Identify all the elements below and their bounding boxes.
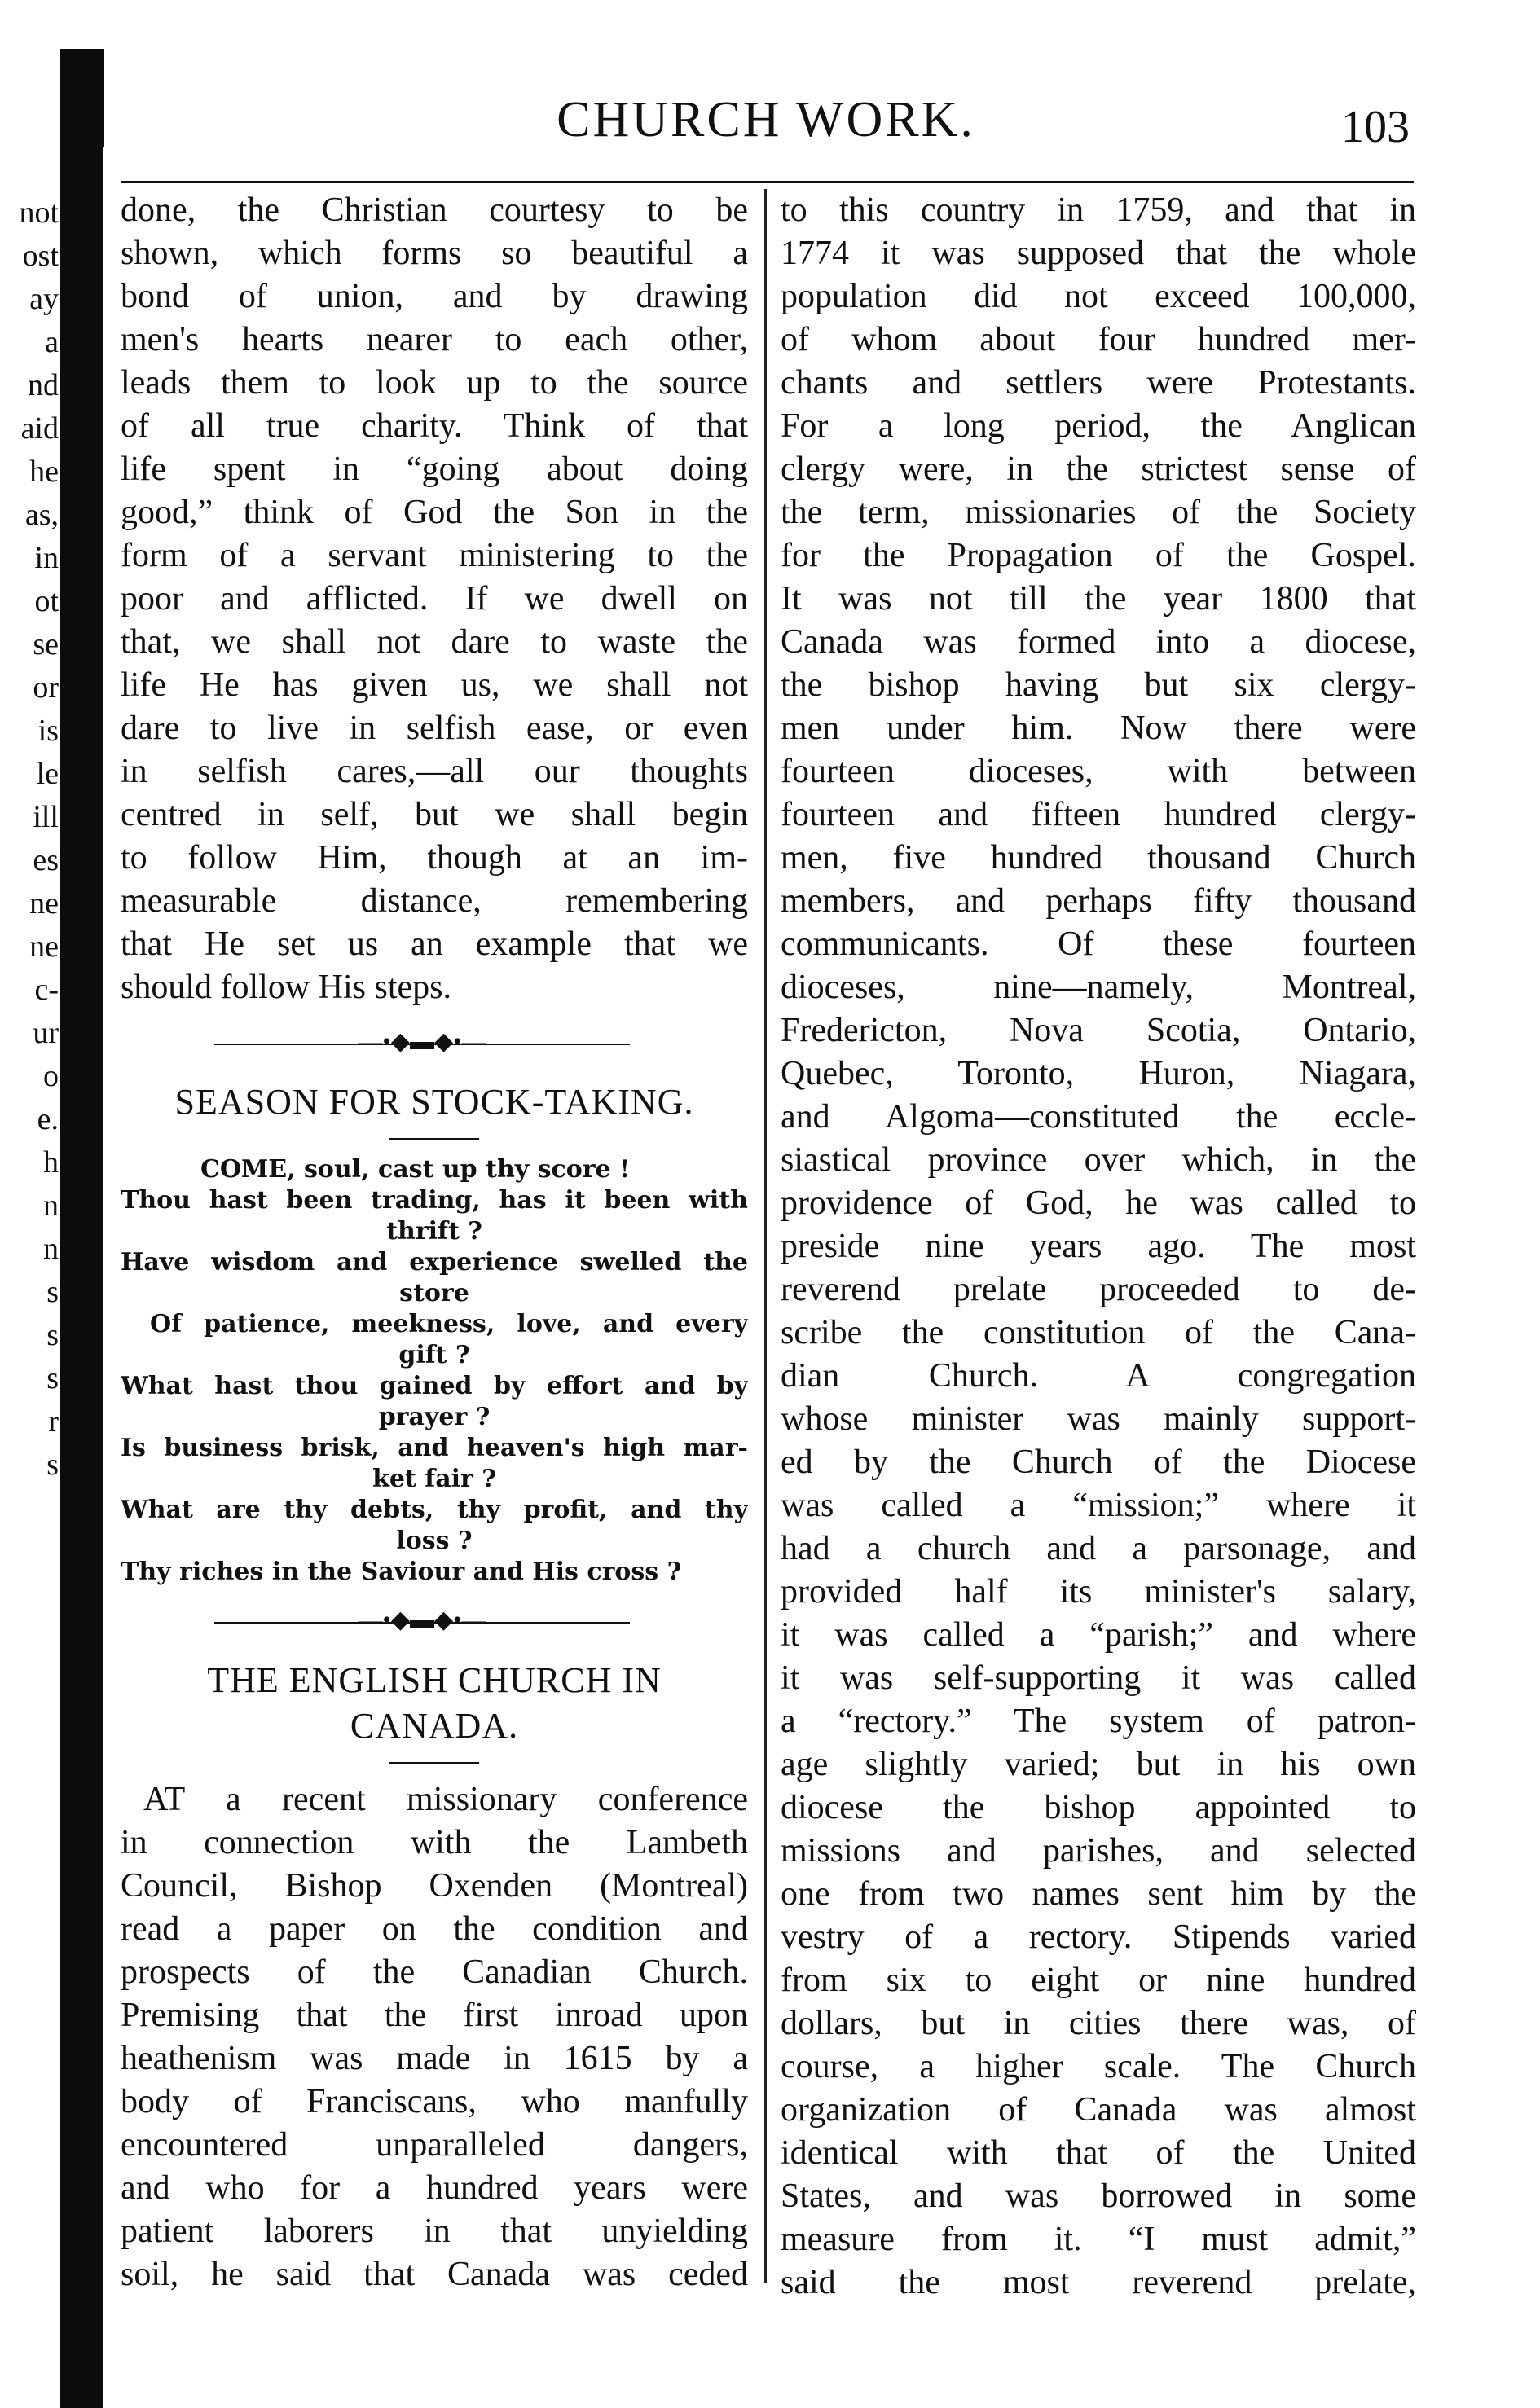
text-line: the term, missionaries of the Society — [781, 494, 1416, 531]
text-line: men under him. Now there were — [781, 710, 1416, 747]
edge-fragment: or — [33, 670, 59, 705]
text-line: of whom about four hundred mer- — [781, 321, 1416, 358]
text-line: life He has given us, we shall not — [121, 666, 748, 704]
text-line: organization of Canada was almost — [781, 2091, 1416, 2129]
edge-fragment: as, — [24, 498, 59, 532]
text-line: one from two names sent him by the — [781, 1875, 1416, 1913]
text-line: For a long period, the Anglican — [781, 407, 1416, 445]
edge-fragment: is — [37, 714, 59, 748]
edge-fragment: a — [45, 325, 59, 359]
edge-fragment: ur — [33, 1016, 59, 1050]
text-line: had a church and a parsonage, and — [781, 1530, 1416, 1567]
edge-fragment: s — [46, 1448, 59, 1482]
edge-fragment: he — [29, 455, 59, 489]
text-line: good,” think of God the Son in the — [121, 494, 748, 531]
text-line: in connection with the Lambeth — [121, 1824, 748, 1861]
text-line: ed by the Church of the Diocese — [781, 1443, 1416, 1481]
text-line: communicants. Of these fourteen — [781, 925, 1416, 963]
edge-fragment: ot — [34, 584, 59, 618]
edge-fragment: se — [33, 627, 59, 661]
edge-fragment: s — [46, 1361, 59, 1395]
poem-title: SEASON FOR STOCK-TAKING. — [174, 1082, 694, 1122]
header-rule — [121, 181, 1414, 183]
text-line: providence of God, he was called to — [781, 1184, 1416, 1222]
ornament-glyph: —•◆▬◆•— — [358, 1606, 486, 1633]
edge-fragment: nd — [28, 368, 59, 402]
edge-fragment: not — [19, 196, 59, 230]
poem — [121, 1154, 748, 1588]
text-line: 1774 it was supposed that the whole — [781, 235, 1416, 272]
edge-fragment: ay — [29, 282, 59, 316]
text-line: from six to eight or nine hundred — [781, 1962, 1416, 1999]
text-line: said the most reverend prelate, — [781, 2264, 1416, 2301]
edge-fragment: e. — [37, 1102, 59, 1136]
binding-gutter-shadow — [60, 49, 103, 2408]
article-title-line: CANADA. — [350, 1706, 519, 1746]
page-number: 103 — [1341, 102, 1410, 152]
text-line: vestry of a rectory. Stipends varied — [781, 1918, 1416, 1956]
text-line: that He set us an example that we — [121, 925, 748, 963]
text-line: it was called a “parish;” and where — [781, 1616, 1416, 1654]
edge-fragment: r — [48, 1404, 59, 1439]
text-line: fourteen dioceses, with between — [781, 753, 1416, 790]
text-line: heathenism was made in 1615 by a — [121, 2040, 748, 2077]
text-line: missions and parishes, and selected — [781, 1832, 1416, 1870]
poem-line: What are thy debts, thy profit, and thy — [121, 1496, 748, 1524]
text-line: to follow Him, though at an im- — [121, 839, 748, 877]
text-line: the bishop having but six clergy- — [781, 666, 1416, 704]
poem-line: Of patience, meekness, love, and every — [150, 1310, 748, 1338]
text-line: provided half its minister's salary, — [781, 1573, 1416, 1610]
text-line: Quebec, Toronto, Huron, Niagara, — [781, 1055, 1416, 1092]
edge-fragment: ne — [29, 886, 59, 921]
text-line: dollars, but in cities there was, of — [781, 2005, 1416, 2042]
text-line: body of Franciscans, who manfully — [121, 2083, 748, 2120]
text-line: scribe the constitution of the Cana- — [781, 1314, 1416, 1351]
column-divider — [764, 189, 767, 2283]
edge-fragment: ill — [33, 800, 59, 834]
text-line: age slightly varied; but in his own — [781, 1746, 1416, 1783]
text-line: preside nine years ago. The most — [781, 1228, 1416, 1265]
text-line: Canada was formed into a diocese, — [781, 623, 1416, 661]
text-line: population did not exceed 100,000, — [781, 278, 1416, 315]
left-column — [121, 189, 748, 2296]
poem-line: ket fair ? — [372, 1465, 496, 1493]
section-ornament — [121, 1588, 748, 1658]
text-line: men, five hundred thousand Church — [781, 839, 1416, 877]
text-line: bond of union, and by drawing — [121, 278, 748, 315]
text-line: course, a higher scale. The Church — [781, 2048, 1416, 2085]
text-line: Fredericton, Nova Scotia, Ontario, — [781, 1012, 1416, 1049]
edge-fragment: s — [46, 1275, 59, 1309]
text-line: of all true charity. Think of that — [121, 407, 748, 445]
text-line: measurable distance, remembering — [121, 882, 748, 920]
edge-fragment: le — [36, 757, 59, 791]
text-line: Premising that the first inroad upon — [121, 1997, 748, 2034]
edge-fragment: c- — [34, 973, 59, 1007]
edge-fragment: s — [46, 1318, 59, 1352]
text-line: form of a servant ministering to the — [121, 537, 748, 574]
edge-fragment: es — [33, 843, 59, 877]
text-line: in selfish cares,—all our thoughts — [121, 753, 748, 790]
text-line: and who for a hundred years were — [121, 2169, 748, 2207]
article-title-line: THE ENGLISH CHURCH IN — [207, 1660, 662, 1700]
poem-line: Is business brisk, and heaven's high mar- — [121, 1434, 748, 1462]
text-line: AT a recent missionary conference — [143, 1781, 748, 1818]
poem-line: COME, soul, cast up thy score ! — [200, 1155, 631, 1184]
edge-fragment: n — [43, 1232, 59, 1266]
poem-line: thrift ? — [386, 1217, 482, 1246]
text-line: dare to live in selfish ease, or even — [121, 710, 748, 747]
text-line: measure from it. “I must admit,” — [781, 2221, 1416, 2258]
text-line: done, the Christian courtesy to be — [121, 191, 748, 229]
text-line: diocese the bishop appointed to — [781, 1789, 1416, 1826]
binding-gutter-top — [65, 49, 104, 147]
text-line: poor and afflicted. If we dwell on — [121, 580, 748, 617]
text-line: read a paper on the condition and — [121, 1910, 748, 1948]
text-line: dian Church. A congregation — [781, 1357, 1416, 1395]
text-line: should follow His steps. — [121, 969, 452, 1006]
text-line: reverend prelate proceeded to de- — [781, 1271, 1416, 1308]
right-column — [781, 189, 1416, 2305]
text-line: States, and was borrowed in some — [781, 2177, 1416, 2215]
text-line: members, and perhaps fifty thousand — [781, 882, 1416, 920]
poem-line: Have wisdom and experience swelled the — [121, 1248, 748, 1277]
poem-line: loss ? — [396, 1527, 473, 1555]
text-line: clergy were, in the strictest sense of — [781, 450, 1416, 488]
edge-fragment: h — [43, 1145, 59, 1180]
text-line: men's hearts nearer to each other, — [121, 321, 748, 358]
text-line: identical with that of the United — [781, 2134, 1416, 2172]
text-line: a “rectory.” The system of patron- — [781, 1703, 1416, 1740]
poem-line: store — [399, 1279, 469, 1307]
text-line: to this country in 1759, and that in — [781, 191, 1416, 229]
text-line: and Algoma—constituted the eccle- — [781, 1098, 1416, 1136]
text-line: siastical province over which, in the — [781, 1141, 1416, 1179]
section-ornament — [121, 1009, 748, 1079]
text-line: was called a “mission;” where it — [781, 1487, 1416, 1524]
text-line: centred in self, but we shall begin — [121, 796, 748, 833]
text-line: whose minister was mainly support- — [781, 1400, 1416, 1438]
edge-fragment: n — [43, 1189, 59, 1223]
text-line: it was self-supporting it was called — [781, 1659, 1416, 1697]
text-line: life spent in “going about doing — [121, 450, 748, 488]
text-line: chants and settlers were Protestants. — [781, 364, 1416, 402]
edge-fragment: ost — [22, 239, 59, 273]
text-line: It was not till the year 1800 that — [781, 580, 1416, 617]
edge-fragment: aid — [20, 411, 59, 446]
ornament-glyph: —•◆▬◆•— — [358, 1028, 486, 1055]
facing-page-edge-fragments — [8, 191, 59, 1487]
poem-line: Thou hast been trading, has it been with — [121, 1186, 748, 1215]
text-line: for the Propagation of the Gospel. — [781, 537, 1416, 574]
poem-line: Thy riches in the Saviour and His cross ? — [121, 1558, 682, 1586]
text-line: shown, which forms so beautiful a — [121, 235, 748, 272]
text-line: encountered unparalleled dangers, — [121, 2126, 748, 2164]
title-rule — [389, 1138, 479, 1140]
text-line: dioceses, nine—namely, Montreal, — [781, 969, 1416, 1006]
poem-line: What hast thou gained by effort and by — [121, 1372, 748, 1400]
text-line: Council, Bishop Oxenden (Montreal) — [121, 1867, 748, 1905]
edge-fragment: in — [34, 541, 59, 575]
text-line: soil, he said that Canada was ceded — [121, 2256, 748, 2293]
title-rule — [389, 1762, 479, 1764]
text-line: that, we shall not dare to waste the — [121, 623, 748, 661]
text-line: prospects of the Canadian Church. — [121, 1953, 748, 1991]
poem-line: prayer ? — [378, 1403, 491, 1431]
text-line: patient laborers in that unyielding — [121, 2212, 748, 2250]
text-line: leads them to look up to the source — [121, 364, 748, 402]
poem-line: gift ? — [398, 1341, 470, 1369]
text-line: fourteen and fifteen hundred clergy- — [781, 796, 1416, 833]
edge-fragment: ne — [29, 929, 59, 964]
running-title: CHURCH WORK. — [557, 92, 975, 147]
edge-fragment: o — [43, 1059, 59, 1093]
